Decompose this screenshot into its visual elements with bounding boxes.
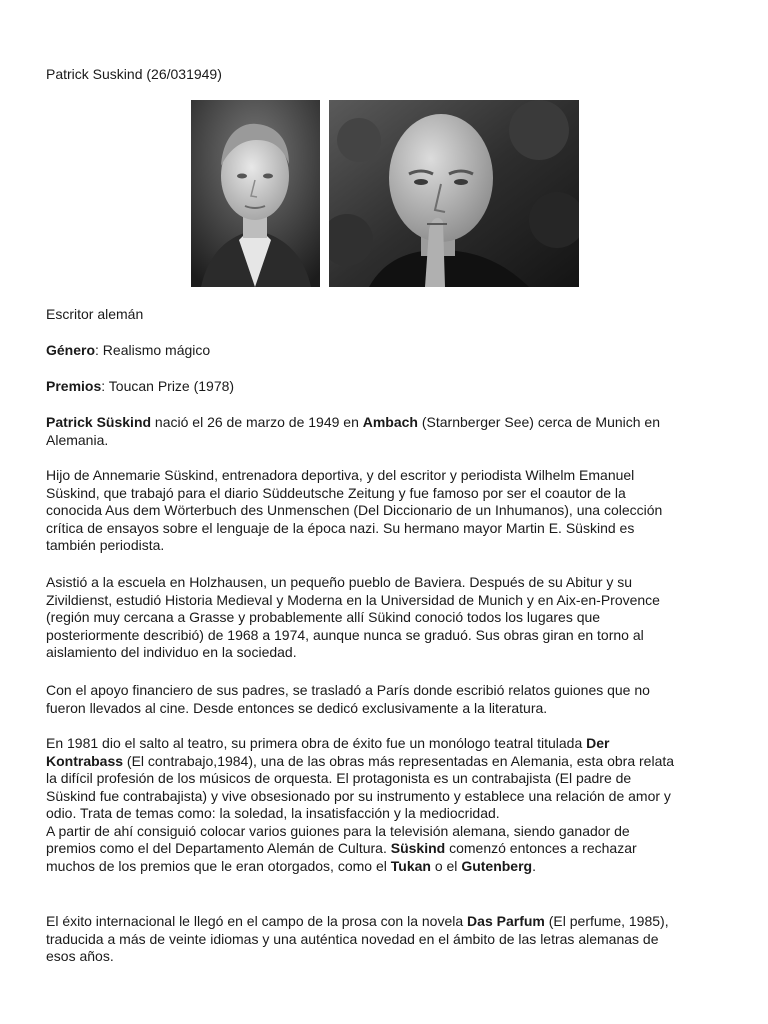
paragraph-line: esos años. [46, 948, 114, 964]
paragraph-line: conocida Aus dem Wörterbuch des Unmenschen (Del Diccionario de un Inhumanos), una colección [46, 502, 663, 518]
profession-text: Escritor alemán [46, 306, 144, 322]
paragraph-line: Con el apoyo financiero de sus padres, se trasladó a París donde escribió relatos guiones que no [46, 682, 650, 698]
paragraph-line [46, 858, 722, 876]
paragraph-line [46, 753, 722, 771]
text-span: comenzó entonces a rechazar [445, 840, 637, 856]
bold-kontrabass: Kontrabass [46, 752, 124, 769]
bold-das-parfum: Das Parfum [467, 913, 545, 929]
text-span: (El contrabajo,1984), una de las obras más representadas en Alemania, esta obra relata [123, 752, 675, 769]
paragraph-paris [46, 682, 722, 717]
portrait-young-image [191, 100, 320, 287]
paragraph-line: posteriormente describió) de 1968 a 1974, aunque nunca se graduó. Sus obras giran en torno al [46, 626, 644, 643]
paragraph-line: la difícil profesión de los músicos de orquesta. El protagonista es un contrabajista (El padre de [46, 770, 632, 786]
text-span: (El perfume, 1985), [544, 913, 669, 929]
paragraph-line: fueron llevados al cine. Desde entonces se dedicó exclusivamente a la literatura. [46, 699, 548, 716]
bold-suskind: Süskind [390, 840, 446, 856]
photo-older-suskind [329, 100, 579, 287]
paragraph-line: A partir de ahí consiguió colocar varios guiones para la televisión alemana, siendo ganador de [46, 822, 630, 839]
prizes-value: Toucan Prize (1978) [108, 378, 235, 394]
paragraph-line [46, 735, 722, 753]
text-span: El éxito internacional le llegó en el campo de la prosa con la novela [46, 913, 468, 929]
paragraph-line: Zivildienst, estudió Historia Medieval y Moderna en la Universidad de Munich y en Aix-en-Provence [46, 591, 660, 608]
genre-separator: : [95, 342, 103, 358]
photo-row [191, 100, 579, 287]
bold-author-name: Patrick Süskind [46, 414, 152, 430]
paragraph-line: Asistió a la escuela en Holzhausen, un pequeño pueblo de Baviera. Después de su Abitur y su [46, 574, 633, 590]
text-span: o el [430, 857, 462, 874]
text-span: (Starnberger See) cerca de Munich en [417, 414, 660, 430]
paragraph-line [46, 913, 722, 931]
profession-line [46, 306, 722, 324]
bold-tukan: Tukan [390, 857, 431, 874]
genre-label: Género [46, 342, 96, 358]
paragraph-education [46, 574, 722, 662]
portrait-older-image [329, 100, 579, 287]
paragraph-line [46, 840, 722, 858]
paragraph-line: traducida a más de veinte idiomas y una auténtica novedad en el ámbito de las letras alemanas de [46, 930, 659, 947]
paragraph-theatre [46, 735, 722, 875]
genre-value: Realismo mágico [102, 342, 211, 358]
paragraph-family [46, 467, 722, 555]
paragraph-line: Hijo de Annemarie Süskind, entrenadora deportiva, y del escritor y periodista Wilhelm Emanuel [46, 467, 635, 483]
bold-gutenberg: Gutenberg [461, 857, 533, 874]
text-span: . [532, 857, 536, 874]
paragraph-birth [46, 414, 722, 449]
paragraph-line: Alemania. [46, 431, 109, 448]
paragraph-line: aislamiento del individuo en la sociedad. [46, 644, 297, 660]
paragraph-line: Süskind, que trabajó para el diario Süddeutsche Zeitung y fue famoso por ser el coautor de la [46, 484, 626, 501]
paragraph-line: crítica de ensayos sobre el lenguaje de la época nazi. Su hermano mayor Martin E. Süskind es [46, 519, 635, 536]
paragraph-line: odio. Trata de temas como: la soledad, la insatisfacción y la mediocridad. [46, 805, 500, 821]
text-span: muchos de los premios que le eran otorgados, como el [46, 857, 391, 874]
text-span: nació el 26 de marzo de 1949 en [151, 414, 363, 430]
bold-ambach: Ambach [362, 414, 418, 430]
text-span: premios como el del Departamento Alemán de Cultura. [46, 840, 391, 856]
paragraph-line: Süskind fue contrabajista) y vive obsesionado por su instrumento y establece una relación de amor y [46, 787, 671, 804]
paragraph-line: (región muy cercana a Grasse y probablemente allí Sükind conoció todos los lugares que [46, 609, 601, 625]
paragraph-line [46, 414, 722, 432]
paragraph-perfume [46, 913, 722, 966]
prizes-label: Premios [46, 378, 102, 394]
page-title: Patrick Suskind (26/031949) [46, 66, 222, 82]
paragraph-line: también periodista. [46, 537, 165, 553]
genre-line [46, 342, 722, 360]
prizes-separator: : [101, 378, 109, 394]
bold-der: Der [586, 735, 610, 751]
text-span: En 1981 dio el salto al teatro, su primera obra de éxito fue un monólogo teatral titulada [46, 735, 587, 751]
prizes-line [46, 378, 722, 396]
photo-young-suskind [191, 100, 320, 287]
